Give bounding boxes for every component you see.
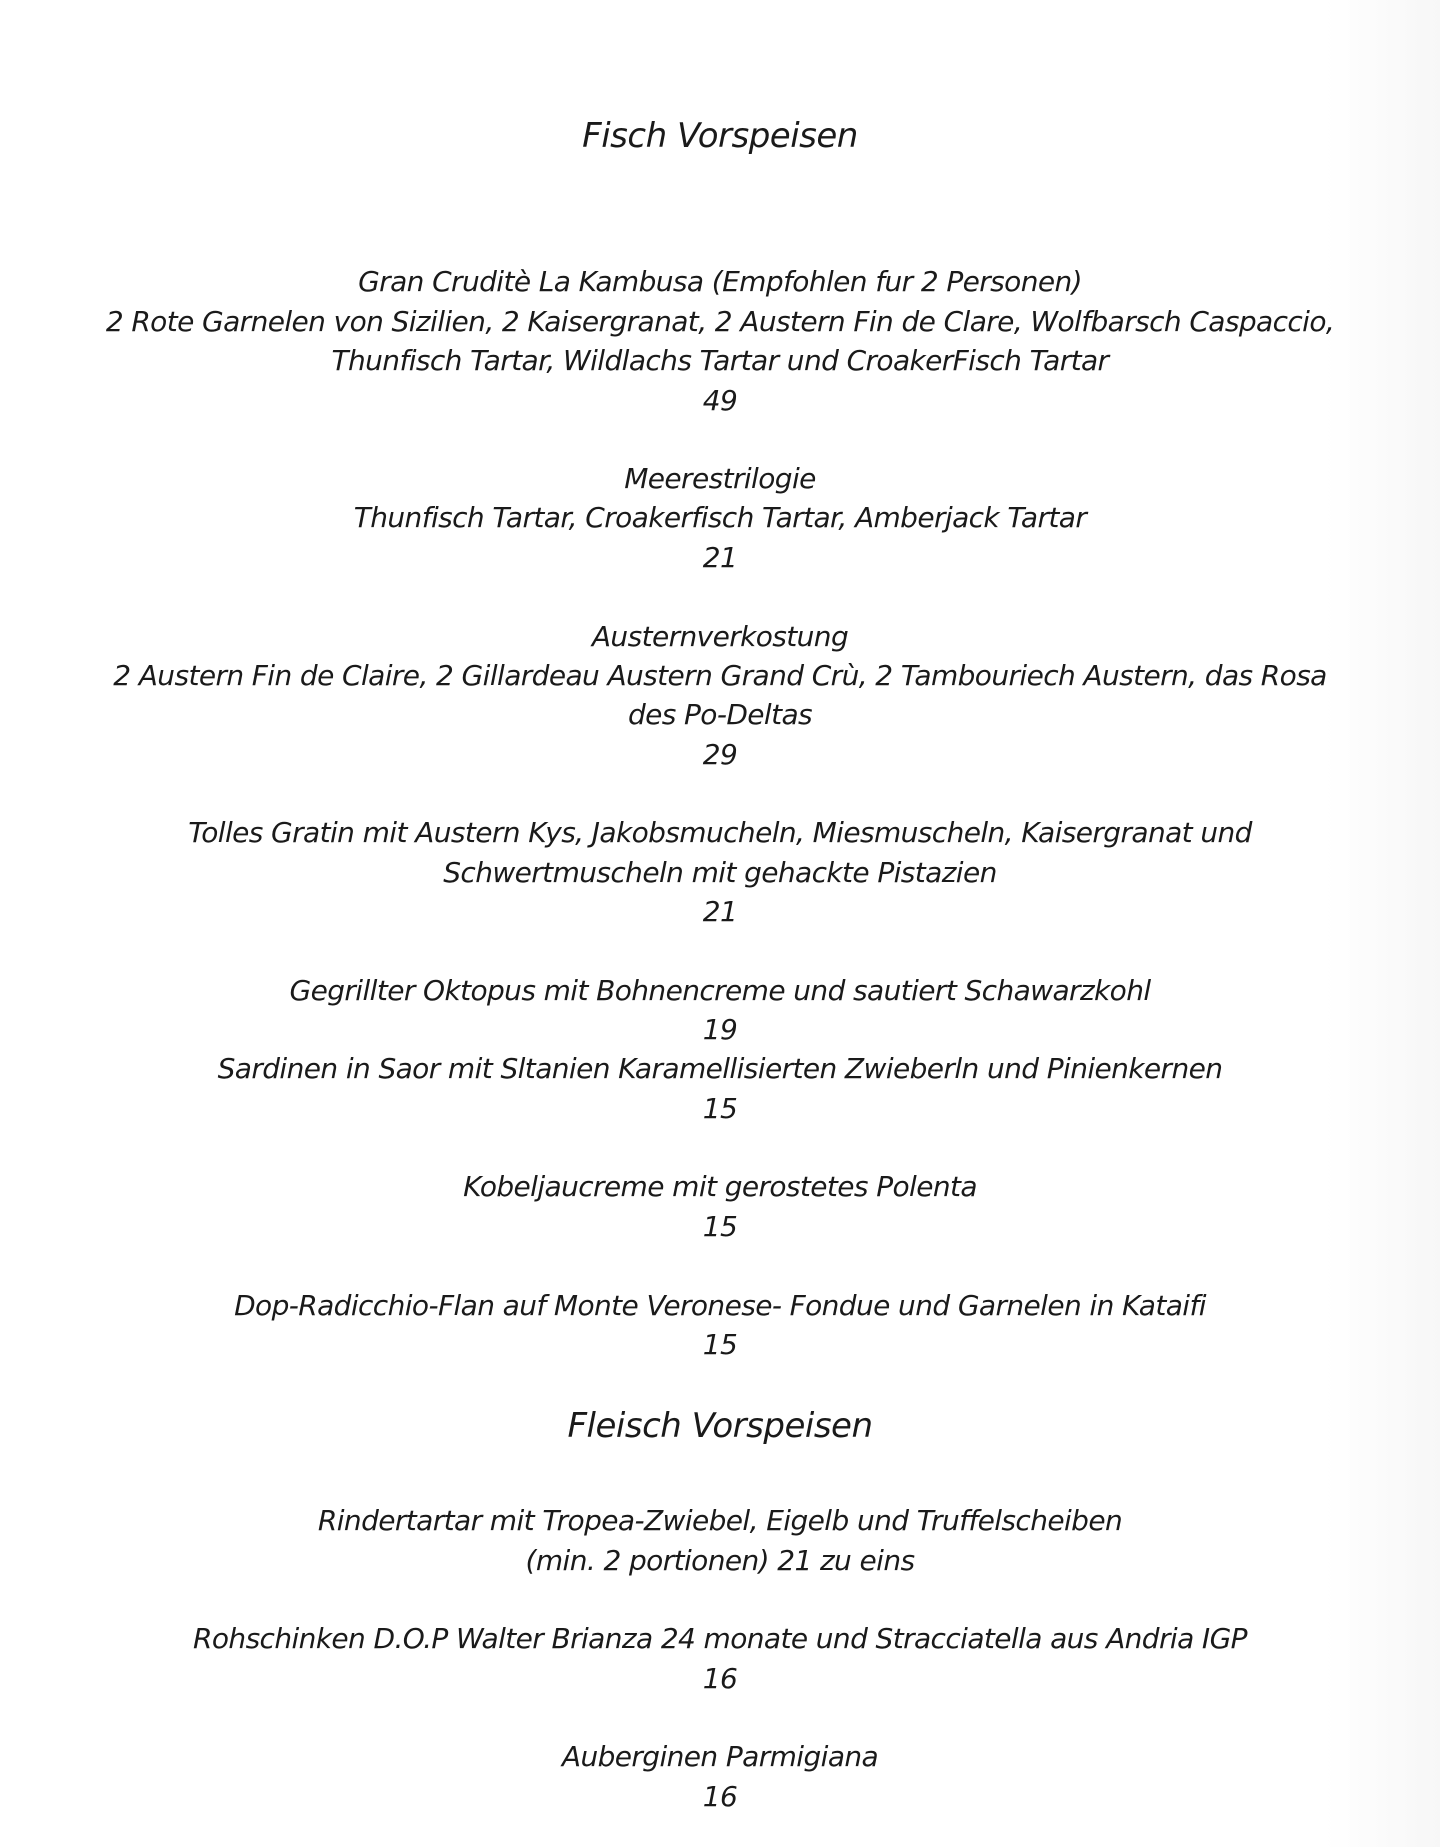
- item-name: Tolles Gratin mit Austern Kys, Jakobsmucheln, Miesmuscheln, Kaisergranat und: [188, 816, 1252, 849]
- item-price: 16: [702, 1780, 738, 1813]
- item-name: Auberginen Parmigiana: [561, 1740, 879, 1773]
- item-description: des Po-Deltas: [627, 698, 813, 731]
- item-name: Gran Cruditè La Kambusa (Empfohlen fur 2 Personen): [358, 265, 1082, 298]
- item-description: 2 Rote Garnelen von Sizilien, 2 Kaisergranat, 2 Austern Fin de Clare, Wolfbarsch Caspaccio,: [105, 305, 1335, 338]
- item-price: 15: [702, 1328, 738, 1361]
- item-price: 21: [702, 541, 738, 574]
- item-name: Gegrillter Oktopus mit Bohnencreme und sautiert Schawarzkohl: [289, 974, 1151, 1007]
- item-name: Rohschinken D.O.P Walter Brianza 24 monate und Stracciatella aus Andria IGP: [193, 1622, 1247, 1655]
- item-price: 15: [702, 1210, 738, 1243]
- item-name: Sardinen in Saor mit Sltanien Karamellisierten Zwieberln und Pinienkernen: [217, 1052, 1223, 1085]
- item-name: Meerestrilogie: [624, 462, 816, 495]
- item-name: Austernverkostung: [591, 620, 849, 653]
- item-name: Dop-Radicchio-Flan auf Monte Veronese- Fondue und Garnelen in Kataifi: [234, 1289, 1206, 1322]
- item-price: 19: [702, 1013, 738, 1046]
- item-price: 21: [702, 895, 738, 928]
- item-description: 2 Austern Fin de Claire, 2 Gillardeau Austern Grand Crù, 2 Tambouriech Austern, das Rosa: [113, 659, 1327, 692]
- item-price: 49: [702, 384, 738, 417]
- section-title-fisch-vorspeisen: Fisch Vorspeisen: [582, 116, 858, 156]
- item-price: 16: [702, 1662, 738, 1695]
- item-name: Rindertartar mit Tropea-Zwiebel, Eigelb und Truffelscheiben: [317, 1504, 1123, 1537]
- item-description: Thunfisch Tartar, Wildlachs Tartar und CroakerFisch Tartar: [331, 344, 1109, 377]
- item-price: 15: [702, 1092, 738, 1125]
- item-description: (min. 2 portionen) 21 zu eins: [525, 1544, 915, 1577]
- section-title-fleisch-vorspeisen: Fleisch Vorspeisen: [567, 1406, 873, 1446]
- item-description: Schwertmuscheln mit gehackte Pistazien: [443, 856, 997, 889]
- item-description: Thunfisch Tartar, Croakerfisch Tartar, Amberjack Tartar: [353, 501, 1087, 534]
- item-price: 29: [702, 738, 738, 771]
- item-name: Kobeljaucreme mit gerostetes Polenta: [463, 1170, 977, 1203]
